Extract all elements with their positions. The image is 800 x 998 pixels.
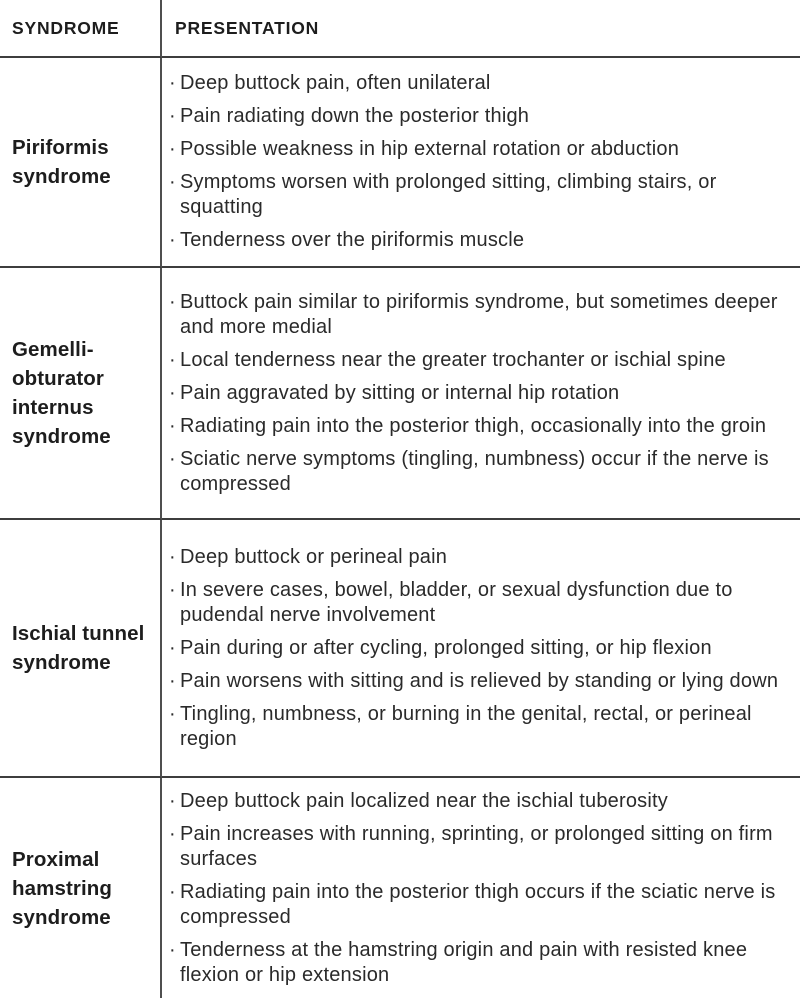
bullet-text: Deep buttock or perineal pain [180,545,448,568]
bullet-dot: · [169,171,176,193]
bullet-item [169,938,784,988]
bullet-dot: · [169,72,176,94]
bullet-item [169,578,784,628]
bullet-item [169,348,784,373]
bullet-item [169,636,784,661]
bullet-text: Tenderness at the hamstring origin and pain with resisted knee flexion or hip extension [180,938,748,986]
bullet-text: Buttock pain similar to piriformis syndrome, but sometimes deeper and more medial [180,290,778,338]
bullet-dot: · [169,545,176,568]
bullet-text: Pain worsens with sitting and is relieved by standing or lying down [180,669,779,692]
bullet-item [169,170,784,220]
bullet-item [169,702,784,752]
table-row-2-syndrome-cell [0,268,162,520]
table-row-1-presentation-cell [162,58,800,268]
syndrome-name: Ischial tunnel syndrome [12,622,145,674]
bullet-dot: · [169,578,176,601]
bullet-item [169,880,784,930]
bullet-dot: · [169,348,176,371]
table-row-1-syndrome-cell [0,58,162,268]
table-row-2-presentation-cell [162,268,800,520]
bullet-dot: · [169,702,176,725]
bullet-item [169,290,784,340]
bullet-item [169,381,784,406]
bullet-text: Tenderness over the piriformis muscle [180,229,525,251]
syndrome-name: Piriformis syndrome [12,136,111,188]
bullet-text: Tingling, numbness, or burning in the genital, rectal, or perineal region [180,702,752,750]
column-header-presentation-label: PRESENTATION [175,17,320,38]
bullet-text: In severe cases, bowel, bladder, or sexual dysfunction due to pudendal nerve involvement [180,578,733,626]
column-header-presentation [162,0,800,58]
table-row-4-syndrome-cell [0,778,162,998]
bullet-text: Deep buttock pain localized near the ischial tuberosity [180,789,668,812]
bullet-item [169,789,784,814]
bullet-text: Symptoms worsen with prolonged sitting, climbing stairs, or squatting [180,171,717,218]
bullet-item [169,414,784,439]
bullet-dot: · [169,938,176,961]
bullet-item [169,822,784,872]
table-row-4-presentation-cell [162,778,800,998]
bullet-item [169,104,784,129]
bullet-text: Deep buttock pain, often unilateral [180,72,491,94]
bullet-text: Pain radiating down the posterior thigh [180,105,530,127]
bullet-item [169,228,784,253]
bullet-text: Possible weakness in hip external rotation or abduction [180,138,680,160]
bullet-item [169,137,784,162]
bullet-dot: · [169,381,176,404]
syndrome-name: Gemelli-obturator internus syndrome [12,338,111,448]
bullet-text: Pain aggravated by sitting or internal hip rotation [180,381,620,404]
bullet-text: Pain during or after cycling, prolonged sitting, or hip flexion [180,636,712,659]
bullet-dot: · [169,880,176,903]
table-row-3-syndrome-cell [0,520,162,778]
column-header-syndrome [0,0,162,58]
bullet-item [169,669,784,694]
bullet-dot: · [169,669,176,692]
bullet-dot: · [169,290,176,313]
bullet-dot: · [169,138,176,160]
bullet-dot: · [169,822,176,845]
bullet-text: Radiating pain into the posterior thigh occurs if the sciatic nerve is compressed [180,880,776,928]
bullet-dot: · [169,414,176,437]
bullet-text: Radiating pain into the posterior thigh, occasionally into the groin [180,414,767,437]
bullet-item [169,71,784,96]
bullet-text: Pain increases with running, sprinting, or prolonged sitting on firm surfaces [180,822,773,870]
table-row-3-presentation-cell [162,520,800,778]
column-header-syndrome-label: SYNDROME [12,17,120,38]
bullet-item [169,545,784,570]
bullet-dot: · [169,229,176,251]
bullet-dot: · [169,447,176,470]
bullet-dot: · [169,789,176,812]
bullet-text: Local tenderness near the greater trochanter or ischial spine [180,348,726,371]
bullet-dot: · [169,105,176,127]
syndrome-name: Proximal hamstring syndrome [12,847,112,929]
bullet-text: Sciatic nerve symptoms (tingling, numbness) occur if the nerve is compressed [180,447,769,495]
bullet-item [169,447,784,497]
bullet-dot: · [169,636,176,659]
